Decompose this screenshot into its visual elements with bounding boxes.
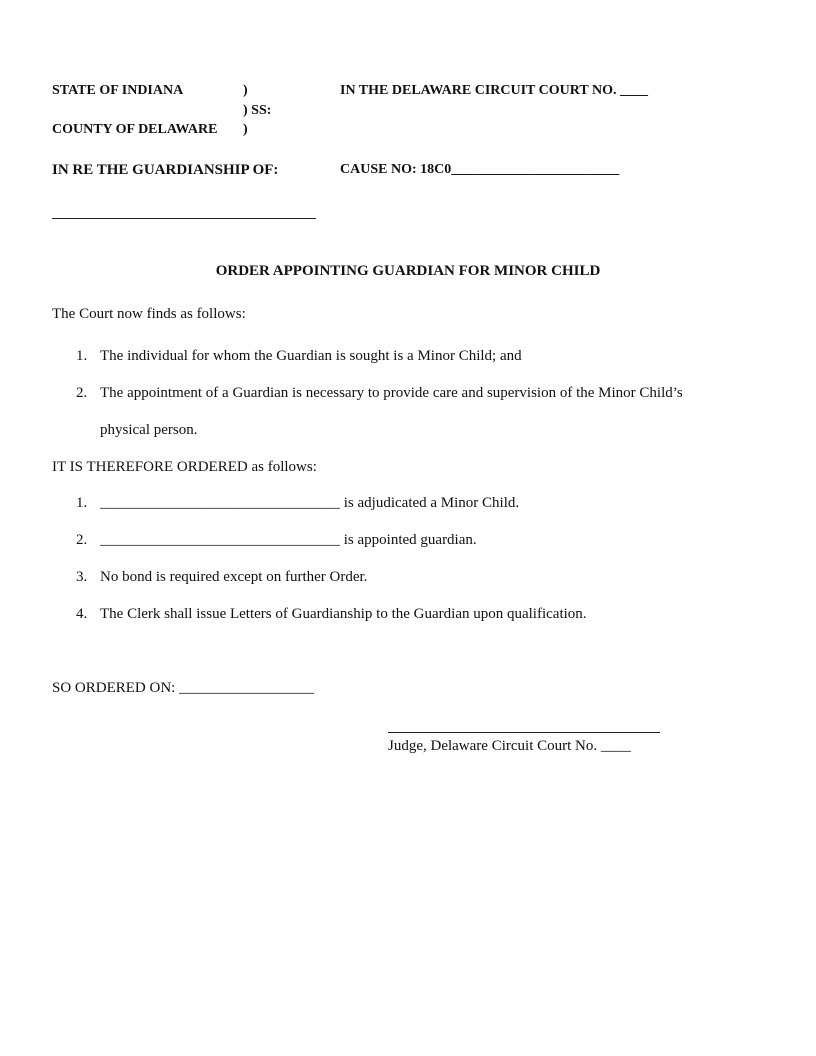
caption-county: COUNTY OF DELAWARE bbox=[52, 122, 218, 137]
order-4-text: The Clerk shall issue Letters of Guardianship to the Guardian upon qualification. bbox=[100, 606, 587, 622]
caption-in-re: IN RE THE GUARDIANSHIP OF: bbox=[52, 162, 279, 178]
finding-1-text: The individual for whom the Guardian is sought is a Minor Child; and bbox=[100, 348, 522, 364]
so-ordered-date: SO ORDERED ON: __________________ bbox=[52, 680, 315, 696]
caption-court: IN THE DELAWARE CIRCUIT COURT NO. ____ bbox=[340, 83, 648, 98]
finding-2-continuation: physical person. bbox=[100, 422, 198, 438]
findings-intro: The Court now finds as follows: bbox=[52, 306, 246, 322]
guardianship-name-line bbox=[52, 218, 316, 219]
order-2-text: ________________________________ is appointed guardian. bbox=[100, 532, 477, 548]
order-1-number: 1. bbox=[76, 495, 88, 511]
orders-intro: IT IS THEREFORE ORDERED as follows: bbox=[52, 459, 317, 475]
caption-paren-1: ) bbox=[243, 83, 248, 98]
judge-signature-line bbox=[388, 732, 660, 733]
order-2-number: 2. bbox=[76, 532, 88, 548]
finding-2-text: The appointment of a Guardian is necessary to provide care and supervision of the Minor Child’s bbox=[100, 385, 683, 401]
caption-ss: ) SS: bbox=[243, 103, 272, 118]
order-4-number: 4. bbox=[76, 606, 88, 622]
judge-signature-label: Judge, Delaware Circuit Court No. ____ bbox=[388, 738, 631, 754]
caption-paren-3: ) bbox=[243, 122, 248, 137]
caption-state: STATE OF INDIANA bbox=[52, 83, 184, 98]
caption-cause-number: CAUSE NO: 18C0________________________ bbox=[340, 162, 620, 177]
finding-1-number: 1. bbox=[76, 348, 88, 364]
finding-2-number: 2. bbox=[76, 385, 88, 401]
order-3-number: 3. bbox=[76, 569, 88, 585]
document-title: ORDER APPOINTING GUARDIAN FOR MINOR CHILD bbox=[215, 263, 601, 279]
order-3-text: No bond is required except on further Order. bbox=[100, 569, 368, 585]
order-1-text: ________________________________ is adjudicated a Minor Child. bbox=[100, 495, 520, 511]
